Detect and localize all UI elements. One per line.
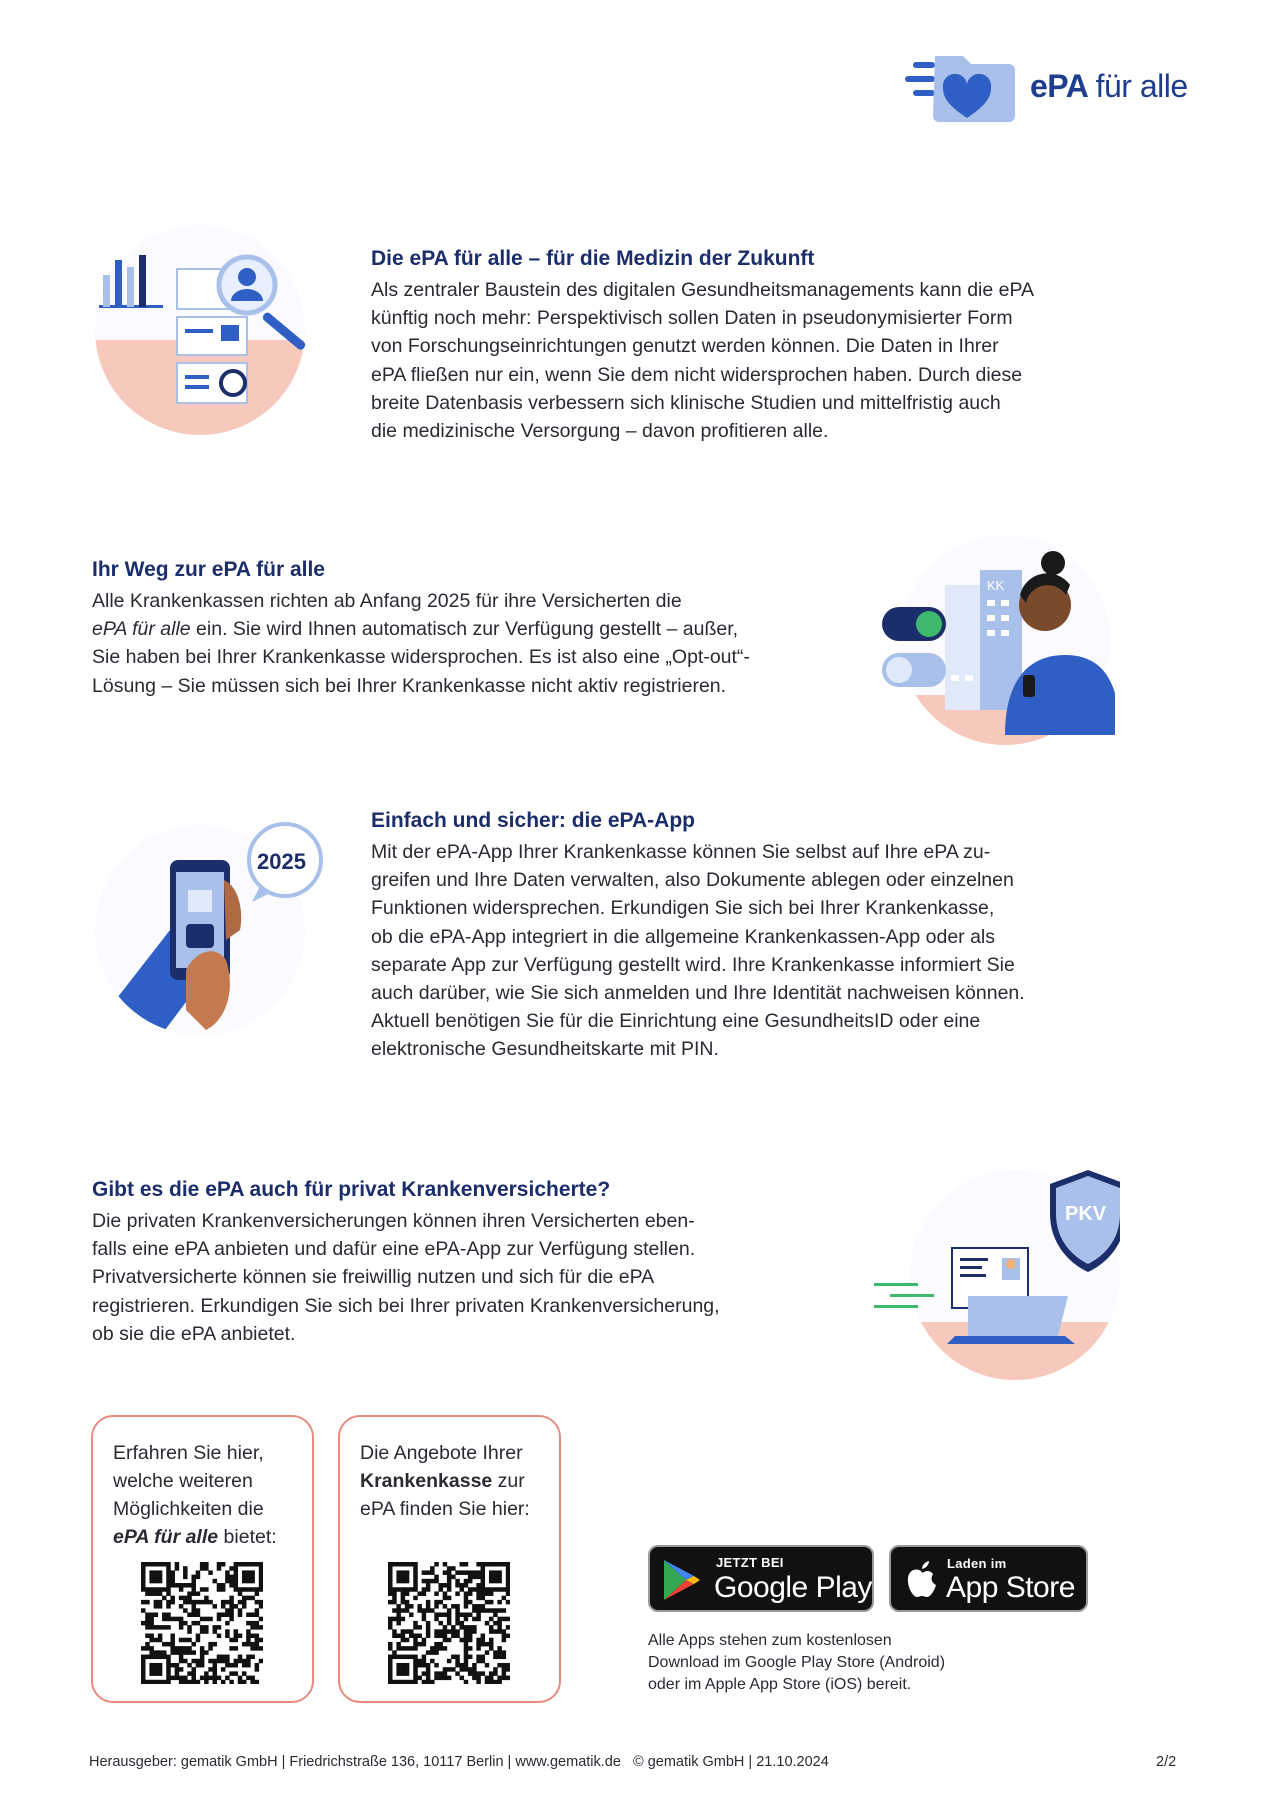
apps-note: Alle Apps stehen zum kostenlosen Download im Google Play Store (Android) oder im Apple App Store (iOS) bereit. <box>648 1632 946 1693</box>
app-store-small-text: Laden im <box>947 1556 1007 1571</box>
google-play-big-text: Google Play <box>714 1571 872 1604</box>
section-body: Als zentraler Baustein des digitalen Gesundheitsmanagements kann die ePA künftig noch mehr: Perspektivisch sollen Daten in pseudonymisierter Form von Forschungseinrichtungen genutzt werden können. Die Daten in Ihrer ePA fließen nur ein, wenn Sie dem nicht widersprochen haben. Durch diese breite Datenbasis verbessern sich klinische Studien und mittelfristig auch die medizinische Versorgung – davon profitieren alle. <box>371 279 1035 443</box>
year-bubble: 2025 <box>257 849 306 874</box>
section-body: Alle Krankenkassen richten ab Anfang 2025 für ihre Versicherten die ePA für alle ein. Sie wird Ihnen automatisch zur Verfügung gestellt – außer, Sie haben bei Ihrer Krankenkasse widersprochen. Es ist also eine „Opt-out“- Lösung – Sie müssen sich bei Ihrer Krankenkasse nicht aktiv registrieren. <box>92 590 750 697</box>
section-way-to-epa <box>92 557 872 700</box>
section-body: Mit der ePA-App Ihrer Krankenkasse können Sie selbst auf Ihre ePA zu- greifen und Ihre Daten verwalten, also Dokumente ablegen oder einzelnen Funktionen widersprechen. Erkundigen Sie sich bei Ihrer Krankenkasse, ob die ePA-App integriert in die allgemeine Krankenkassen-App oder als separate App zur Verfügung gestellt wird. Ihre Krankenkasse informiert Sie auch darüber, wie Sie sich anmelden und Ihre Identität nachweisen können. Aktuell benötigen Sie für die Einrichtung eine GesundheitsID oder eine elektronische Gesundheitskarte mit PIN. <box>371 841 1025 1061</box>
section-title: Die ePA für alle – für die Medizin der Zukunft <box>371 247 815 270</box>
app-store-badge[interactable] <box>889 1545 1088 1612</box>
section-private-insurance <box>92 1177 872 1348</box>
svg-text:KK: KK <box>987 578 1005 593</box>
research-data-magnifier-icon <box>95 225 305 435</box>
apple-icon <box>905 1559 937 1599</box>
section-body: Die privaten Krankenversicherungen können ihren Versicherten eben- falls eine ePA anbieten und dafür eine ePA-App zur Verfügung stellen. Privatversicherte können sie freiwillig nutzen und sich für die ePA registrieren. Erkundigen Sie sich bei Ihrer privaten Krankenversicherung, ob sie die ePA anbietet. <box>92 1210 720 1345</box>
qr-code-health-insurer[interactable] <box>388 1562 510 1684</box>
app-store-big-text: App Store <box>946 1571 1075 1604</box>
pkv-shield-laptop-icon <box>860 1160 1120 1390</box>
qr-box-health-insurer <box>338 1415 561 1703</box>
epa-logo <box>905 48 1195 128</box>
qr-box-text: Die Angebote Ihrer Krankenkasse zur ePA finden Sie hier: <box>360 1442 530 1520</box>
section-title: Ihr Weg zur ePA für alle <box>92 558 325 581</box>
qr-box-epa-info <box>91 1415 314 1703</box>
google-play-icon <box>662 1558 702 1602</box>
section-title: Gibt es die ePA auch für privat Krankenversicherte? <box>92 1178 611 1201</box>
google-play-small-text: JETZT BEI <box>716 1555 784 1570</box>
google-play-badge[interactable] <box>648 1545 874 1612</box>
section-research <box>371 246 1231 445</box>
qr-box-text: Erfahren Sie hier, welche weiteren Möglichkeiten die ePA für alle bietet: <box>113 1442 277 1548</box>
footer-publisher: Herausgeber: gematik GmbH | Friedrichstraße 136, 10117 Berlin | www.gematik.de © gematik GmbH | 21.10.2024 <box>89 1754 829 1770</box>
page-number: 2/2 <box>1156 1754 1177 1770</box>
folder-heart-icon <box>905 48 1025 128</box>
qr-code-epa-info[interactable] <box>141 1562 263 1684</box>
woman-toggle-switch-icon <box>875 535 1115 755</box>
smartphone-app-icon <box>90 820 330 1040</box>
section-title: Einfach und sicher: die ePA-App <box>371 809 695 832</box>
section-epa-app <box>371 808 1231 1064</box>
logo-wordmark: ePA für alle <box>1030 68 1188 104</box>
pkv-shield-label: PKV <box>1065 1203 1107 1225</box>
